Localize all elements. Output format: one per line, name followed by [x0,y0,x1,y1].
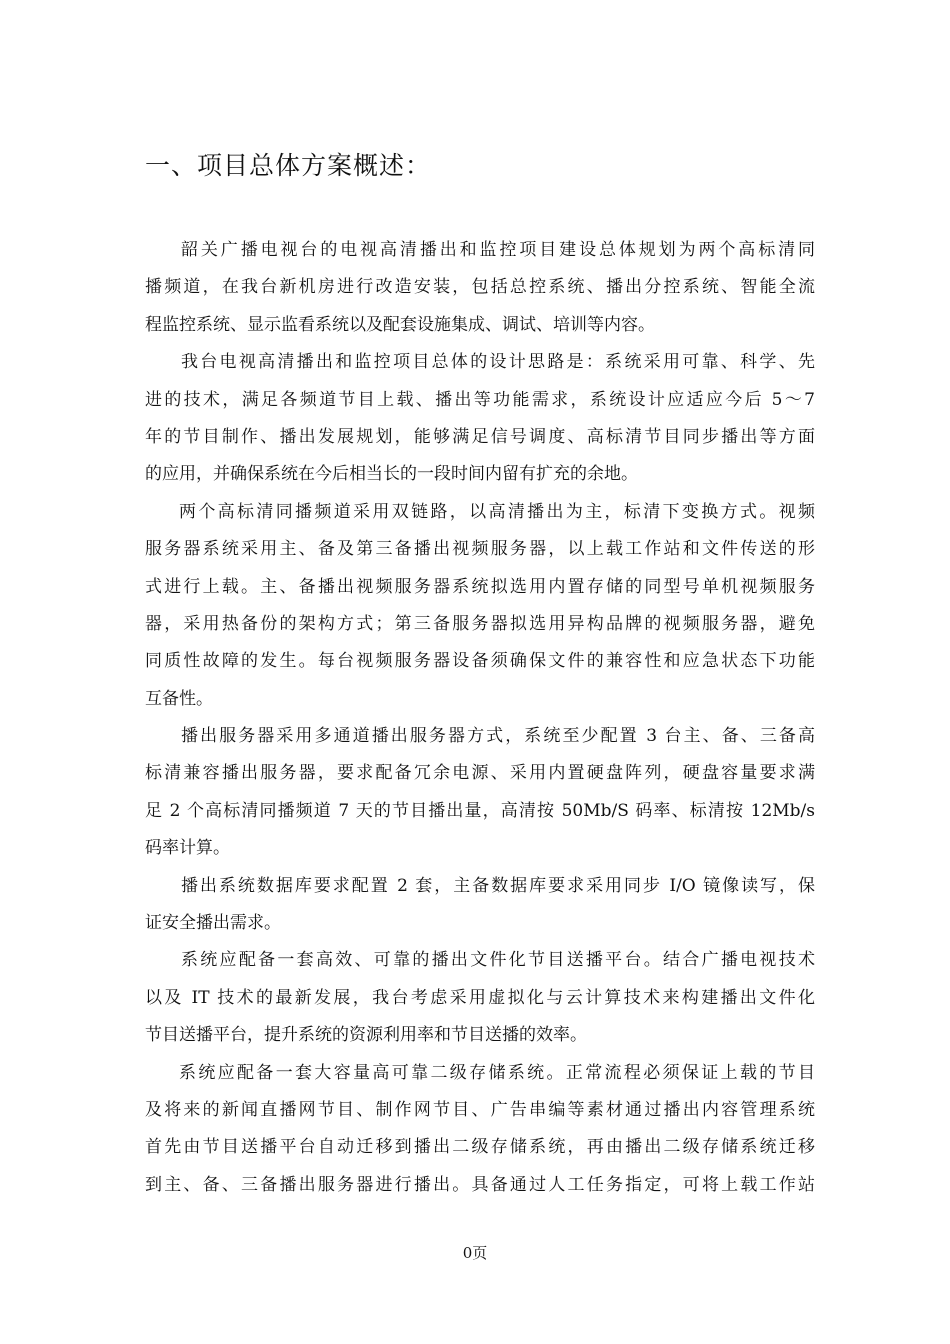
text-line: 播出服务器采用多通道播出服务器方式，系统至少配置 3 台主、备、三备高 [181,726,815,747]
paragraph-5 [145,868,815,943]
text-line: 系统应配备一套大容量高可靠二级存储系统。正常流程必须保证上载的节目 [179,1062,815,1083]
text-line: 首先由节目送播平台自动迁移到播出二级存储系统，再由播出二级存储系统迁移 [145,1137,815,1158]
text-line: 系统应配备一套高效、可靠的播出文件化节目送播平台。结合广播电视技术 [181,950,815,971]
text-line: 标清兼容播出服务器，要求配备冗余电源、采用内置硬盘阵列，硬盘容量要求满 [145,763,815,784]
text-line: 及将来的新闻直播网节目、制作网节目、广告串编等素材通过播出内容管理系统 [145,1099,815,1120]
text-line: 程监控系统、显示监看系统以及配套设施集成、调试、培训等内容。 [145,314,655,335]
paragraph-6 [145,942,815,1054]
text-line: 码率计算。 [145,838,230,859]
text-line: 播频道，在我台新机房进行改造安装，包括总控系统、播出分控系统、智能全流 [145,277,815,298]
text-line: 年的节目制作、播出发展规划，能够满足信号调度、高标清节目同步播出等方面 [145,426,815,447]
text-line: 节目送播平台，提升系统的资源利用率和节目送播的效率。 [145,1025,587,1046]
text-line: 互备性。 [145,688,213,709]
text-line: 韶关广播电视台的电视高清播出和监控项目建设总体规划为两个高标清同 [181,240,815,260]
paragraph-3 [145,494,815,718]
page-number: 0页 [462,1244,488,1262]
text-line: 进的技术，满足各频道节目上载、播出等功能需求，系统设计应适应今后 5～7 [145,389,815,410]
text-line: 的应用，并确保系统在今后相当长的一段时间内留有扩充的余地。 [145,464,638,485]
text-line: 到主、备、三备播出服务器进行播出。具备通过人工任务指定，可将上载工作站 [145,1174,815,1195]
paragraph-2 [145,344,815,494]
text-line: 同质性故障的发生。每台视频服务器设备须确保文件的兼容性和应急状态下功能 [145,651,815,672]
text-line: 足 2 个高标清同播频道 7 天的节目播出量，高清按 50Mb/S 码率、标清按 12Mb/s [145,800,815,821]
text-line: 我台电视高清播出和监控项目总体的设计思路是：系统采用可靠、科学、先 [181,352,815,373]
paragraph-1 [145,232,815,344]
text-line: 证安全播出需求。 [145,913,281,934]
text-line: 式进行上载。主、备播出视频服务器系统拟选用内置存储的同型号单机视频服务 [145,576,815,597]
paragraph-7 [145,1055,815,1205]
text-line: 两个高标清同播频道采用双链路，以高清播出为主，标清下变换方式。视频 [179,501,815,522]
section-heading: 一、项目总体方案概述： [145,151,432,180]
paragraph-4 [145,718,815,868]
body-text [145,232,815,1204]
text-line: 播出系统数据库要求配置 2 套，主备数据库要求采用同步 I/O 镜像读写，保 [181,875,815,896]
text-line: 服务器系统采用主、备及第三备播出视频服务器，以上载工作站和文件传送的形 [145,539,815,560]
text-line: 器，采用热备份的架构方式；第三备服务器拟选用异构品牌的视频服务器，避免 [145,613,815,634]
text-line: 以及 IT 技术的最新发展，我台考虑采用虚拟化与云计算技术来构建播出文件化 [145,987,815,1008]
